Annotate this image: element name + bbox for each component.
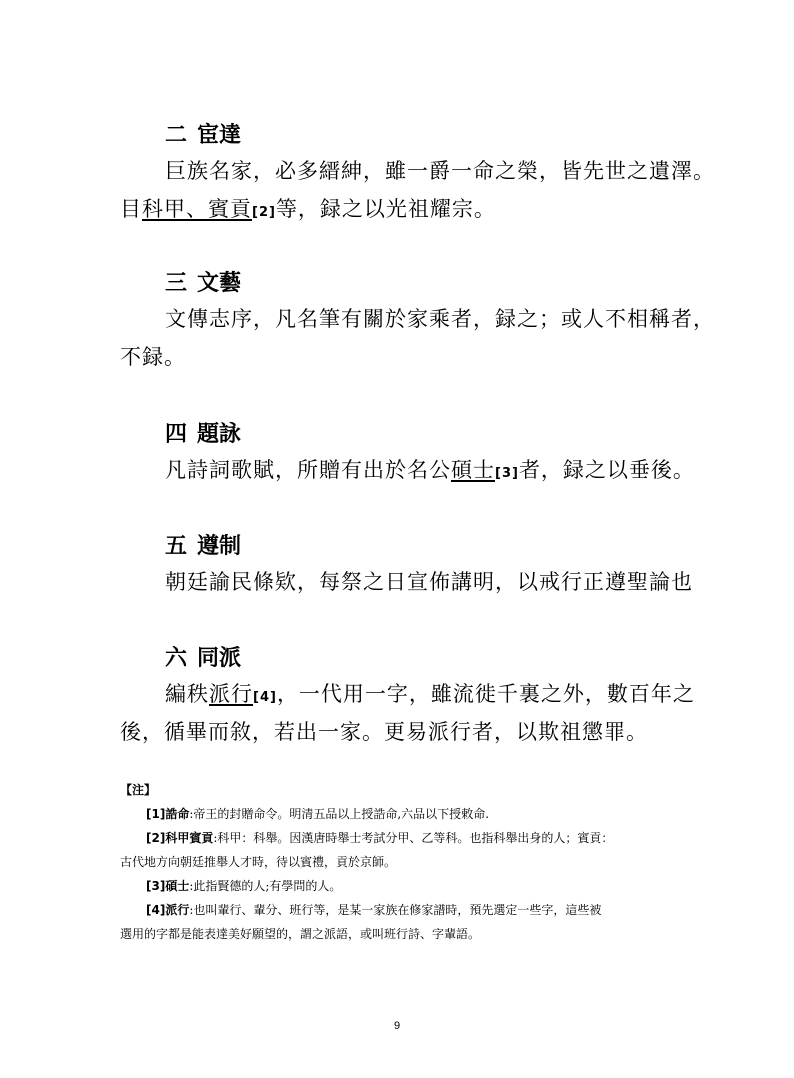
- section-title: 宦達: [197, 123, 242, 148]
- paragraph-text: 等，録之以光祖耀宗。: [275, 197, 496, 221]
- note-text: 古代地方向朝廷推舉人才時，待以賓禮，貢於京師。: [120, 855, 397, 869]
- section-number: 五: [165, 534, 188, 559]
- section-heading: [165, 122, 241, 150]
- paragraph-line: [120, 338, 680, 376]
- paragraph-text: 巨族名家，必多縉紳，雖一爵一命之榮，皆先世之遺澤。: [165, 159, 715, 183]
- section-title: 文藝: [197, 271, 242, 296]
- note-term: [1]誥命: [146, 807, 190, 821]
- note-text: :科甲：科舉。因漢唐時舉士考試分甲、乙等科。也指科舉出身的人；賓貢：: [213, 831, 614, 845]
- note-line: [120, 826, 680, 850]
- note-line: [120, 898, 680, 922]
- note-term: [4]派行: [146, 903, 190, 917]
- annotated-term: 科甲、賓貢: [142, 197, 252, 221]
- note-line: [120, 922, 680, 946]
- paragraph-text: 者，録之以垂後。: [518, 458, 695, 482]
- section-number: 三: [165, 271, 188, 296]
- paragraph-text: 目: [120, 197, 142, 221]
- paragraph-text: 編秩: [165, 682, 209, 706]
- section-heading: [165, 421, 241, 449]
- note-text: :此指賢德的人;有學問的人。: [189, 879, 342, 893]
- paragraph-text: ，一代用一字，雖流徙千裏之外，數百年之: [276, 682, 695, 706]
- section-paragraph: [120, 300, 715, 376]
- paragraph-line: [120, 563, 693, 601]
- annotated-term: 碩士: [451, 458, 495, 482]
- paragraph-line: [120, 300, 715, 338]
- annotated-term: 派行: [209, 682, 253, 706]
- section-number: 二: [165, 123, 188, 148]
- notes-section: [120, 778, 680, 946]
- paragraph-text: 凡詩詞歌賦，所贈有出於名公: [165, 458, 451, 482]
- paragraph-text: 不録。: [120, 345, 186, 369]
- note-term: [2]科甲賓貢: [146, 831, 214, 845]
- paragraph-line: [120, 451, 695, 489]
- section-paragraph: [120, 675, 695, 751]
- paragraph-line: [120, 190, 680, 228]
- section-paragraph: [120, 451, 695, 489]
- note-text: 選用的字都是能表達美好願望的，謂之派語，或叫班行詩、字輩語。: [120, 927, 481, 941]
- footnote-ref: [3]: [495, 466, 519, 481]
- section-title: 題詠: [197, 422, 242, 447]
- section-title: 遵制: [197, 534, 242, 559]
- notes-title: 【注】: [120, 783, 157, 797]
- page-number: 9: [393, 1020, 401, 1032]
- section-heading: [165, 645, 241, 673]
- footnote-ref: [4]: [253, 690, 277, 705]
- section-heading: [165, 270, 241, 298]
- paragraph-text: 後，循畢而敘，若出一家。更易派行者，以欺祖懲罪。: [120, 720, 648, 744]
- section-number: 四: [165, 422, 188, 447]
- note-text: :帝王的封贈命令。明清五品以上授誥命,六品以下授敕命.: [189, 807, 490, 821]
- section-paragraph: [120, 152, 715, 228]
- paragraph-line: [120, 713, 680, 751]
- footnote-ref: [2]: [252, 205, 276, 220]
- note-line: [120, 874, 680, 898]
- section-heading: [165, 533, 241, 561]
- paragraph-line: [120, 675, 695, 713]
- note-term: [3]碩士: [146, 879, 190, 893]
- section-paragraph: [120, 563, 693, 601]
- section-title: 同派: [197, 646, 242, 671]
- paragraph-text: 朝廷諭民條欵，每祭之日宣佈講明，以戒行正遵聖論也: [165, 570, 693, 594]
- paragraph-line: [120, 152, 715, 190]
- note-text: :也叫輩行、輩分、班行等，是某一家族在修家譜時，預先選定一些字，這些被: [189, 903, 602, 917]
- paragraph-text: 文傳志序，凡名筆有關於家乘者，録之；或人不相稱者，: [165, 307, 715, 331]
- note-line: [120, 850, 680, 874]
- note-line: [120, 802, 680, 826]
- section-number: 六: [165, 646, 188, 671]
